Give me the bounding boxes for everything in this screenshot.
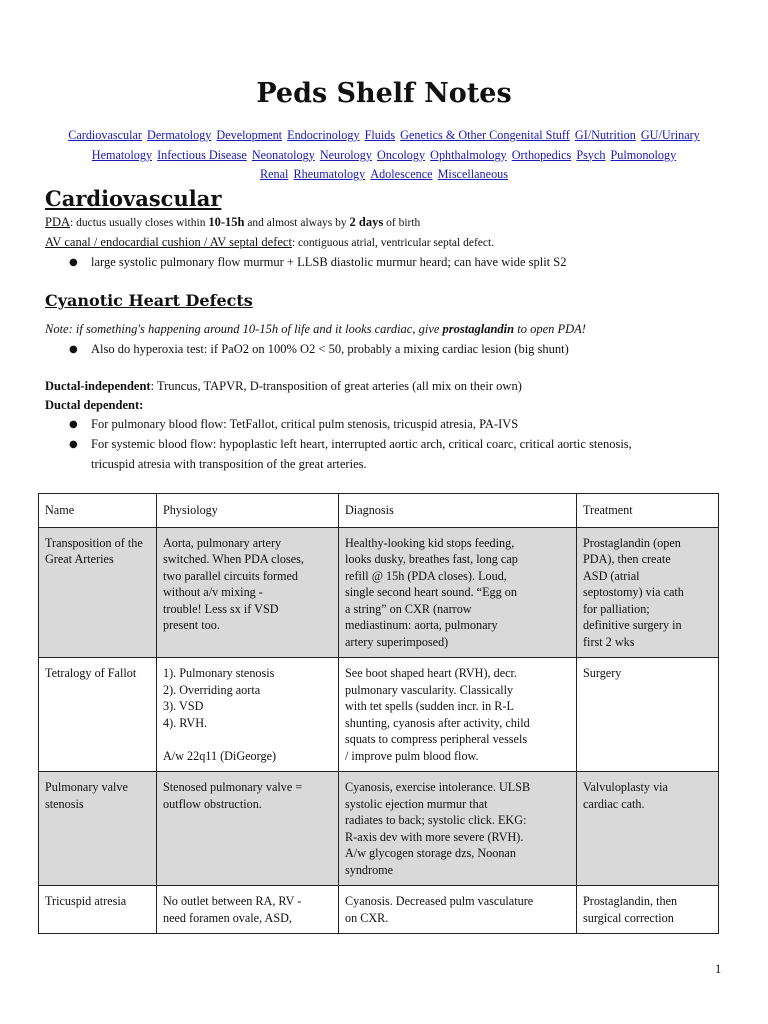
cell-line: Cyanosis. Decreased pulm vasculature bbox=[345, 894, 534, 908]
nav-link-neurology[interactable]: Neurology bbox=[319, 147, 372, 162]
nav-link-psych[interactable]: Psych bbox=[576, 147, 606, 162]
cell-diagnosis bbox=[339, 658, 577, 772]
table-header-row bbox=[39, 494, 719, 528]
cell-name: Pulmonary valve stenosis bbox=[39, 772, 157, 886]
cell-line: 1). Pulmonary stenosis bbox=[163, 666, 275, 680]
ductal-bullet-2: For systemic blood flow: hypoplastic left heart, interrupted aortic arch, critical coarc, critical aortic stenosis, bbox=[91, 437, 632, 451]
note-prefix: Note: if something's happening around 10-15h of life and it looks cardiac, give bbox=[45, 322, 443, 336]
header-physiology: Physiology bbox=[157, 494, 339, 528]
cell-line: PDA), then create bbox=[583, 552, 671, 566]
section-heading-cyanotic: Cyanotic Heart Defects bbox=[45, 291, 253, 310]
cell-line: syndrome bbox=[345, 862, 394, 877]
cell-line: Stenosed pulmonary valve = bbox=[163, 780, 303, 794]
nav-link-endocrinology[interactable]: Endocrinology bbox=[287, 128, 360, 142]
pda-bold-2: 2 days bbox=[349, 215, 384, 229]
cell-physiology bbox=[157, 886, 339, 934]
av-bullet-text: large systolic pulmonary flow murmur + LLSB diastolic murmur heard; can have wide split S2 bbox=[91, 255, 567, 269]
cell-line: two parallel circuits formed bbox=[163, 568, 299, 583]
cell-physiology bbox=[157, 772, 339, 886]
cell-line: need foramen ovale, ASD, bbox=[163, 910, 292, 925]
cell-line: for palliation; bbox=[583, 601, 650, 616]
cell-line: first 2 wks bbox=[583, 634, 635, 649]
cell-line: Healthy-looking kid stops feeding, bbox=[345, 535, 515, 550]
cell-line: A/w 22q11 (DiGeorge) bbox=[163, 748, 277, 763]
nav-link-development[interactable]: Development bbox=[216, 128, 283, 142]
cell-line: cardiac cath. bbox=[583, 796, 645, 811]
nav-link-infectious-disease[interactable]: Infectious Disease bbox=[157, 147, 247, 162]
table-row bbox=[39, 886, 719, 934]
nav-link-hematology[interactable]: Hematology bbox=[91, 147, 153, 162]
pda-text-1: : ductus usually closes within bbox=[70, 217, 209, 229]
cell-line: / improve pulm blood flow. bbox=[345, 748, 479, 763]
hyperoxia-bullet-text: Also do hyperoxia test: if PaO2 on 100% O2 < 50, probably a mixing cardiac lesion (big shunt) bbox=[91, 342, 569, 356]
cell-treatment bbox=[577, 527, 719, 658]
cell-diagnosis bbox=[339, 772, 577, 886]
cell-line: squats to compress peripheral vessels bbox=[345, 732, 528, 746]
cell-name: Tricuspid atresia bbox=[39, 886, 157, 934]
cell-name: Tetralogy of Fallot bbox=[39, 658, 157, 772]
pda-text-3: of birth bbox=[383, 217, 421, 229]
cell-line bbox=[163, 731, 332, 748]
cell-line: Surgery bbox=[583, 666, 622, 680]
cell-line: Cyanosis, exercise intolerance. ULSB bbox=[345, 780, 531, 794]
cell-line: pulmonary vascularity. Classically bbox=[345, 682, 514, 697]
section-heading-cardiovascular: Cardiovascular bbox=[45, 186, 222, 211]
cell-line: shunting, cyanosis after activity, child bbox=[345, 715, 530, 730]
section-nav bbox=[40, 126, 728, 185]
nav-link-adolescence[interactable]: Adolescence bbox=[370, 167, 433, 181]
nav-link-gi-nutrition[interactable]: GI/Nutrition bbox=[574, 128, 636, 142]
cell-line: looks dusky, breathes fast, long cap bbox=[345, 552, 518, 566]
cell-line: ASD (atrial bbox=[583, 568, 640, 583]
nav-link-miscellaneous[interactable]: Miscellaneous bbox=[437, 167, 508, 181]
cyanotic-defects-table bbox=[38, 493, 719, 934]
cell-line: a string” on CXR (narrow bbox=[345, 601, 472, 616]
nav-link-dermatology[interactable]: Dermatology bbox=[147, 128, 212, 142]
cell-line: systolic ejection murmur that bbox=[345, 796, 488, 811]
note-bold: prostaglandin bbox=[442, 322, 515, 336]
pda-line bbox=[45, 215, 420, 230]
cell-line: surgical correction bbox=[583, 910, 674, 925]
pda-text-2: and almost always by bbox=[244, 217, 350, 229]
cell-line: on CXR. bbox=[345, 910, 389, 925]
cell-physiology bbox=[157, 658, 339, 772]
cell-line: No outlet between RA, RV - bbox=[163, 894, 302, 908]
cell-name: Transposition of the Great Arteries bbox=[39, 527, 157, 658]
cell-line: refill @ 15h (PDA closes). Loud, bbox=[345, 568, 507, 583]
ductal-bullet-2-cont: tricuspid atresia with transposition of the great arteries. bbox=[91, 457, 367, 471]
av-canal-line bbox=[45, 235, 494, 250]
cell-line: present too. bbox=[163, 618, 220, 632]
cell-line: definitive surgery in bbox=[583, 618, 682, 632]
page-number: 1 bbox=[715, 962, 722, 976]
cell-diagnosis bbox=[339, 527, 577, 658]
ductal-bullet-1: For pulmonary blood flow: TetFallot, critical pulm stenosis, tricuspid atresia, PA-IVS bbox=[91, 417, 519, 431]
bullet-dot: ● bbox=[69, 344, 78, 355]
cell-line: trouble! Less sx if VSD bbox=[163, 601, 279, 616]
cell-treatment bbox=[577, 772, 719, 886]
nav-link-gu-urinary[interactable]: GU/Urinary bbox=[640, 128, 700, 142]
cell-physiology bbox=[157, 527, 339, 658]
page-title: Peds Shelf Notes bbox=[256, 78, 512, 109]
nav-link-genetics-other-congenital-stuff[interactable]: Genetics & Other Congenital Stuff bbox=[400, 128, 570, 142]
cell-line: 4). RVH. bbox=[163, 715, 208, 730]
cell-line: Prostaglandin, then bbox=[583, 894, 678, 908]
cell-line: Valvuloplasty via bbox=[583, 780, 668, 794]
cell-line: Prostaglandin (open bbox=[583, 535, 681, 550]
bullet-dot: ● bbox=[69, 419, 78, 430]
table-row bbox=[39, 772, 719, 886]
cell-line: 2). Overriding aorta bbox=[163, 682, 261, 697]
pda-bold-1: 10-15h bbox=[208, 215, 245, 229]
prostaglandin-note bbox=[45, 322, 586, 337]
ductal-independent-text: : Truncus, TAPVR, D-transposition of great arteries (all mix on their own) bbox=[150, 379, 522, 393]
nav-link-neonatology[interactable]: Neonatology bbox=[251, 147, 315, 162]
nav-link-cardiovascular[interactable]: Cardiovascular bbox=[68, 128, 142, 142]
av-canal-term: AV canal / endocardial cushion / AV septal defect bbox=[45, 235, 292, 249]
header-name: Name bbox=[39, 494, 157, 528]
cell-treatment bbox=[577, 886, 719, 934]
header-diagnosis: Diagnosis bbox=[339, 494, 577, 528]
ductal-dependent-label-text: Ductal dependent: bbox=[45, 398, 144, 412]
ductal-independent-label: Ductal-independent bbox=[45, 379, 151, 393]
cell-line: without a/v mixing - bbox=[163, 585, 263, 599]
nav-link-ophthalmology[interactable]: Ophthalmology bbox=[430, 147, 507, 162]
cell-line: R-axis dev with more severe (RVH). bbox=[345, 829, 524, 844]
note-suffix: to open PDA! bbox=[514, 322, 586, 336]
cell-line: radiates to back; systolic click. EKG: bbox=[345, 813, 527, 827]
cell-line: artery superimposed) bbox=[345, 634, 449, 649]
pda-term: PDA bbox=[45, 215, 71, 229]
cell-line: A/w glycogen storage dzs, Noonan bbox=[345, 846, 516, 860]
cell-diagnosis bbox=[339, 886, 577, 934]
bullet-dot: ● bbox=[69, 439, 78, 450]
ductal-dependent-label bbox=[45, 398, 143, 413]
cell-line: with tet spells (sudden incr. in R-L bbox=[345, 699, 514, 713]
cell-line: outflow obstruction. bbox=[163, 796, 262, 811]
cell-treatment bbox=[577, 658, 719, 772]
nav-link-rheumatology[interactable]: Rheumatology bbox=[293, 167, 366, 181]
av-canal-text: : contiguous atrial, ventricular septal defect. bbox=[291, 237, 495, 249]
nav-link-orthopedics[interactable]: Orthopedics bbox=[511, 147, 572, 162]
header-treatment: Treatment bbox=[577, 494, 719, 528]
nav-link-pulmonology[interactable]: Pulmonology bbox=[610, 147, 677, 162]
nav-link-oncology[interactable]: Oncology bbox=[377, 147, 426, 162]
bullet-dot: ● bbox=[69, 257, 78, 268]
ductal-independent-line bbox=[45, 379, 522, 394]
cell-line: single second heart sound. “Egg on bbox=[345, 585, 517, 599]
cell-line: 3). VSD bbox=[163, 699, 204, 713]
cell-line: switched. When PDA closes, bbox=[163, 552, 304, 566]
table-row bbox=[39, 527, 719, 658]
table-row bbox=[39, 658, 719, 772]
cell-line: See boot shaped heart (RVH), decr. bbox=[345, 666, 517, 680]
nav-link-renal[interactable]: Renal bbox=[259, 167, 289, 181]
nav-link-fluids[interactable]: Fluids bbox=[364, 128, 396, 142]
cell-line: Aorta, pulmonary artery bbox=[163, 535, 282, 550]
cell-line: septostomy) via cath bbox=[583, 585, 684, 599]
cell-line: mediastinum: aorta, pulmonary bbox=[345, 618, 498, 632]
